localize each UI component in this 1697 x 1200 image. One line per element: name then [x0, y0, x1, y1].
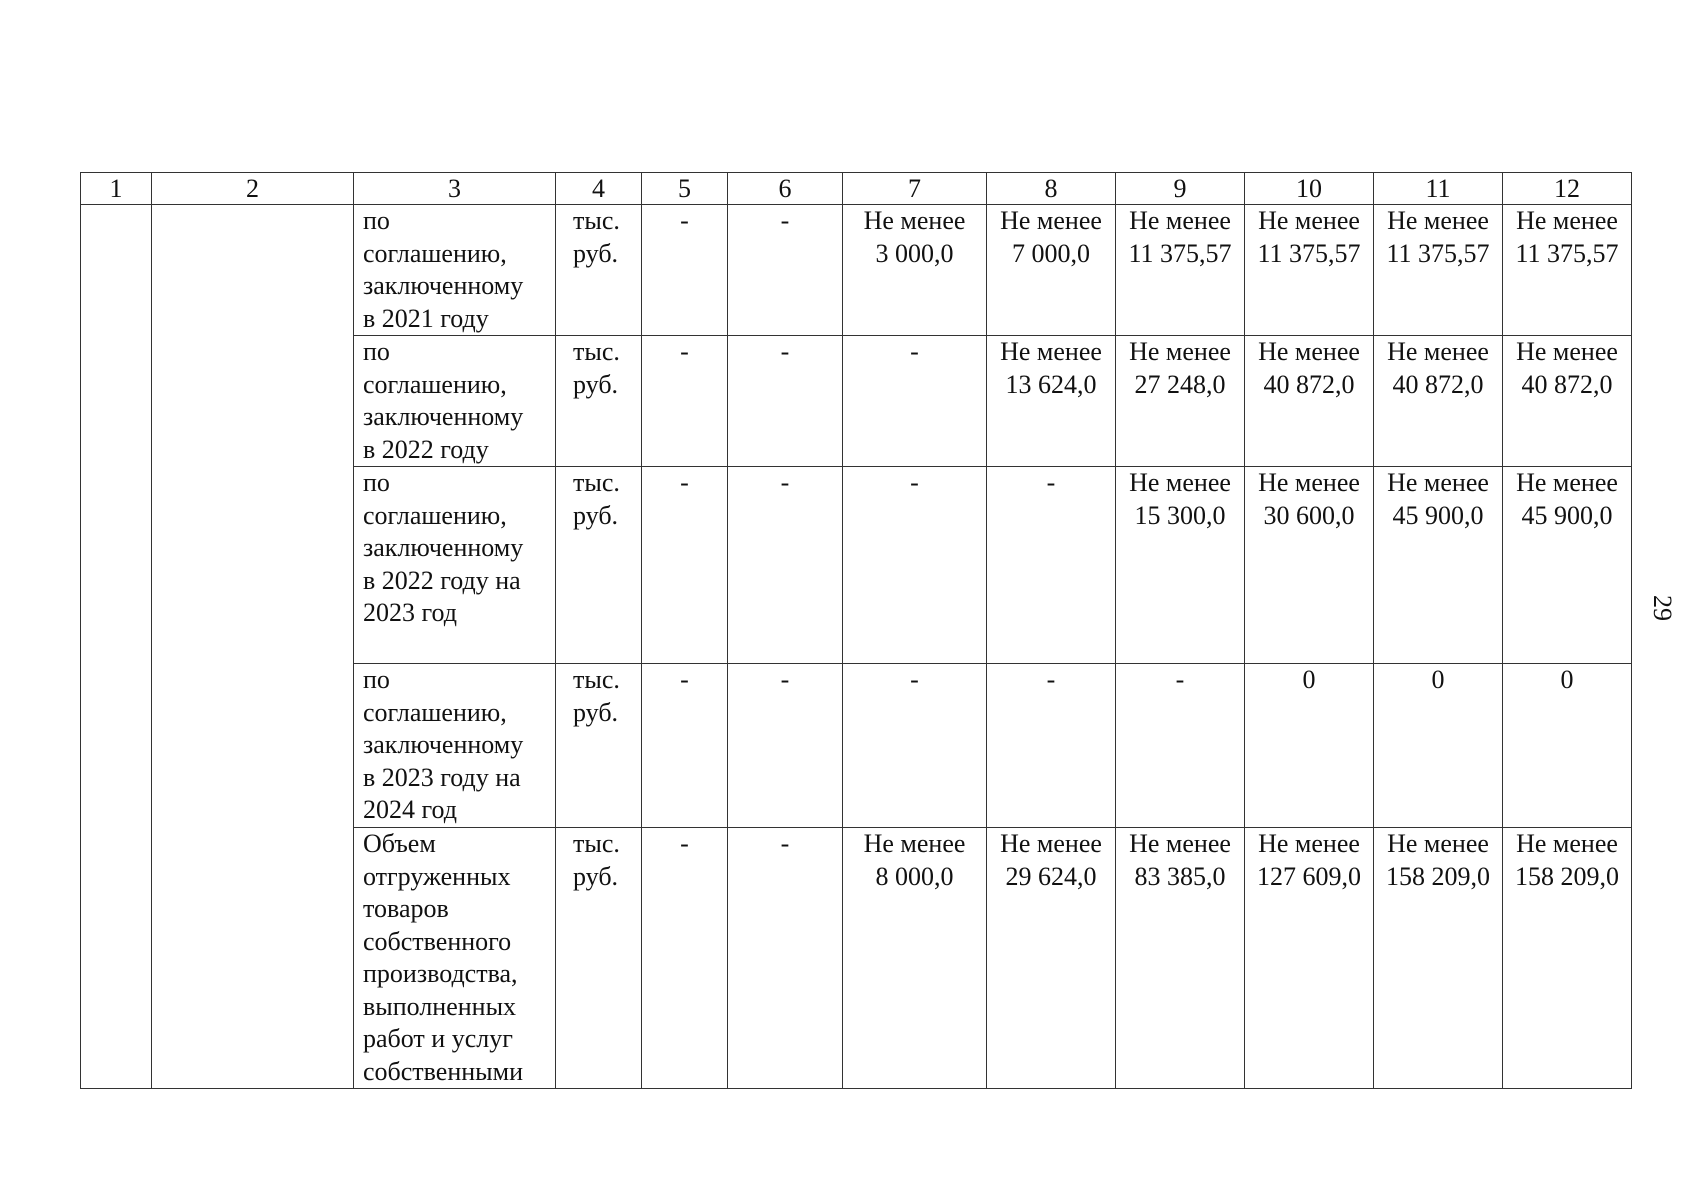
indicator-cell: по соглашению, заключенному в 2021 году — [354, 205, 556, 336]
column-number: 8 — [987, 173, 1116, 205]
table-row — [81, 205, 1632, 336]
value-cell: Не менее 158 209,0 — [1374, 828, 1503, 1089]
value-cell: - — [728, 664, 843, 828]
value-cell: - — [728, 828, 843, 1089]
indicator-cell: по соглашению, заключенному в 2022 году — [354, 336, 556, 467]
value-cell: - — [642, 828, 728, 1089]
value-cell: Не менее 127 609,0 — [1245, 828, 1374, 1089]
column-number: 2 — [152, 173, 354, 205]
value-cell: Не менее 11 375,57 — [1503, 205, 1632, 336]
value-cell: Не менее 30 600,0 — [1245, 467, 1374, 664]
column-number: 9 — [1116, 173, 1245, 205]
value-cell: Не менее 29 624,0 — [987, 828, 1116, 1089]
value-cell: 0 — [1503, 664, 1632, 828]
value-cell: - — [843, 336, 987, 467]
value-cell: Не менее 40 872,0 — [1503, 336, 1632, 467]
value-cell: - — [728, 467, 843, 664]
value-cell: - — [1116, 664, 1245, 828]
unit-cell: тыс. руб. — [556, 205, 642, 336]
value-cell: - — [843, 664, 987, 828]
column-number: 4 — [556, 173, 642, 205]
value-cell: Не менее 83 385,0 — [1116, 828, 1245, 1089]
value-cell: Не менее 40 872,0 — [1374, 336, 1503, 467]
column-number: 11 — [1374, 173, 1503, 205]
value-cell: - — [987, 467, 1116, 664]
column-number: 3 — [354, 173, 556, 205]
value-cell: - — [642, 205, 728, 336]
unit-cell: тыс. руб. — [556, 828, 642, 1089]
value-cell: - — [642, 336, 728, 467]
value-cell: - — [728, 336, 843, 467]
column-number: 12 — [1503, 173, 1632, 205]
value-cell: Не менее 45 900,0 — [1374, 467, 1503, 664]
value-cell: Не менее 8 000,0 — [843, 828, 987, 1089]
page-number: 29 — [1648, 595, 1677, 621]
empty-cell-col1 — [81, 205, 152, 1089]
column-number: 1 — [81, 173, 152, 205]
indicator-cell: по соглашению, заключенному в 2023 году на 2024 год — [354, 664, 556, 828]
value-cell: 0 — [1374, 664, 1503, 828]
value-cell: Не менее 7 000,0 — [987, 205, 1116, 336]
indicators-table — [80, 172, 1632, 1089]
column-number: 7 — [843, 173, 987, 205]
unit-cell: тыс. руб. — [556, 664, 642, 828]
column-number-row — [81, 173, 1632, 205]
indicator-cell: по соглашению, заключенному в 2022 году на 2023 год — [354, 467, 556, 664]
value-cell: Не менее 11 375,57 — [1374, 205, 1503, 336]
value-cell: Не менее 3 000,0 — [843, 205, 987, 336]
value-cell: Не менее 158 209,0 — [1503, 828, 1632, 1089]
indicator-cell: Объем отгруженных товаров собственного производства, выполненных работ и услуг собственными — [354, 828, 556, 1089]
value-cell: Не менее 11 375,57 — [1245, 205, 1374, 336]
empty-cell-col2 — [152, 205, 354, 1089]
value-cell: Не менее 40 872,0 — [1245, 336, 1374, 467]
value-cell: Не менее 15 300,0 — [1116, 467, 1245, 664]
value-cell: - — [642, 467, 728, 664]
value-cell: Не менее 45 900,0 — [1503, 467, 1632, 664]
value-cell: - — [987, 664, 1116, 828]
value-cell: Не менее 27 248,0 — [1116, 336, 1245, 467]
value-cell: - — [642, 664, 728, 828]
value-cell: 0 — [1245, 664, 1374, 828]
unit-cell: тыс. руб. — [556, 336, 642, 467]
value-cell: Не менее 11 375,57 — [1116, 205, 1245, 336]
column-number: 10 — [1245, 173, 1374, 205]
value-cell: - — [728, 205, 843, 336]
value-cell: - — [843, 467, 987, 664]
column-number: 5 — [642, 173, 728, 205]
column-number: 6 — [728, 173, 843, 205]
unit-cell: тыс. руб. — [556, 467, 642, 664]
value-cell: Не менее 13 624,0 — [987, 336, 1116, 467]
